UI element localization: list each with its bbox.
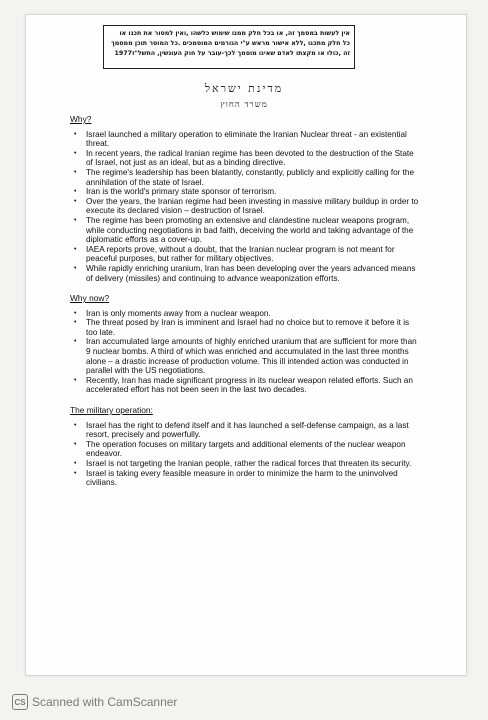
bullet-icon: •: [74, 376, 77, 384]
list-item-text: The threat posed by Iran is imminent and Israel had no choice but to remove it before it is too late.: [86, 318, 410, 337]
bullet-icon: •: [74, 440, 77, 448]
list-item-text: While rapidly enriching uranium, Iran has been developing over the years advanced means of delivery (missiles) and continuing to advance weaponization efforts.: [86, 263, 416, 283]
list-item-text: Recently, Iran has made significant progress in its nuclear weapon related efforts. Such an accelerated effort has not been seen in the last two decades.: [86, 375, 413, 395]
list-item: [70, 187, 420, 197]
scanner-watermark: [12, 692, 177, 712]
list-item: [70, 309, 420, 319]
bullet-icon: •: [74, 188, 77, 196]
bullet-icon: •: [74, 130, 77, 138]
bullet-icon: •: [74, 338, 77, 346]
list-item-text: IAEA reports prove, without a doubt, that the Iranian nuclear program is not meant for peaceful purposes, but rather for military objectives.: [86, 244, 395, 264]
bullet-icon: •: [74, 469, 77, 477]
list-item-text: The regime has been promoting an extensive and clandestine nuclear weapons program, while conducting negotiations in bad faith, deceiving the world and taking advantage of the diplomatic efforts as a cover-up.: [86, 215, 414, 245]
list-item: [70, 376, 420, 395]
document-body: [70, 115, 420, 499]
bullet-icon: •: [74, 460, 77, 467]
bullet-icon: •: [74, 264, 77, 272]
bullet-icon: •: [74, 319, 77, 327]
letterhead-subtitle: משרד החוץ: [220, 100, 268, 110]
list-item-text: Iran is the world's primary state sponsor of terrorism.: [86, 187, 277, 197]
list-item: [70, 440, 420, 459]
watermark-text: Scanned with CamScanner: [32, 695, 178, 709]
list-item: [70, 318, 420, 337]
list-item: [70, 197, 420, 216]
list-item-text: Iran accumulated large amounts of highly enriched uranium that are sufficient for more than 9 nuclear bombs. A third of which was enriched and accumulated in the last three months alone – a drastic increase of production volume. This ill intended action was conducted in parallel with the US negotiations.: [86, 337, 417, 376]
bullet-icon: •: [74, 197, 77, 205]
list-item: [70, 149, 420, 168]
list-item-text: Israel launched a military operation to eliminate the Iranian Nuclear threat - an existential threat.: [86, 129, 407, 149]
bullet-list: [70, 309, 420, 395]
list-item-text: The operation focuses on military targets and additional elements of the nuclear weapon endeavor.: [86, 439, 406, 459]
bullet-list: [70, 421, 420, 488]
list-item-text: Israel is taking every feasible measure in order to minimize the harm to the uninvolved civilians.: [86, 468, 398, 488]
list-item: [70, 469, 420, 488]
list-item: [70, 245, 420, 264]
list-item-text: In recent years, the radical Iranian regime has been devoted to the destruction of the State of Israel, not just as an ideal, but as a binding directive.: [86, 148, 414, 168]
list-item: [70, 459, 420, 469]
list-item-text: Iran is only moments away from a nuclear weapon.: [86, 308, 271, 318]
list-item: [70, 337, 420, 375]
list-item: [70, 168, 420, 187]
bullet-icon: •: [74, 216, 77, 224]
notice-line: זה ,כולו או מקצתו לאדם שאינו מוסמך לכך-עובר על חוק העונשין, התשל"ז1977: [114, 50, 350, 57]
bullet-icon: •: [74, 168, 77, 176]
list-item-text: Israel has the right to defend itself and it has launched a self-defense campaign, as a last resort, precisely and powerfully.: [86, 420, 409, 440]
list-item: [70, 130, 420, 149]
list-item: [70, 216, 420, 245]
bullet-icon: •: [74, 309, 77, 317]
section-heading: The military operation:: [70, 405, 153, 416]
classification-notice-box: [103, 25, 355, 69]
bullet-icon: •: [74, 421, 77, 429]
letterhead-title: מדינת ישראל: [204, 82, 284, 95]
list-item-text: Israel is not targeting the Iranian people, rather the radical forces that threaten its security.: [86, 459, 412, 468]
list-item-text: The regime's leadership has been blatantly, constantly, publicly and explicitly calling for the annihilation of the state of Israel.: [86, 167, 415, 187]
bullet-icon: •: [74, 149, 77, 157]
section-heading: Why now?: [70, 293, 110, 304]
section-heading: Why?: [70, 114, 92, 124]
bullet-icon: •: [74, 245, 77, 253]
notice-line: כל חלק מתכנו ,ללא אישור מראש ע"י הגורמים המוסמכים .כל המוסר תוכן ממסמך: [111, 40, 350, 47]
list-item: [70, 264, 420, 283]
list-item-text: Over the years, the Iranian regime had been investing in massive military buildup in order to execute its declared vision – destruction of Israel.: [86, 196, 419, 216]
camscanner-logo: CS: [12, 694, 28, 710]
notice-line: אין לעשות במסמך זה, או בכל חלק ממנו שימוש כלשהו ,ואין למסור את תכנו או: [119, 30, 350, 37]
bullet-list: [70, 130, 420, 284]
list-item: [70, 421, 420, 440]
